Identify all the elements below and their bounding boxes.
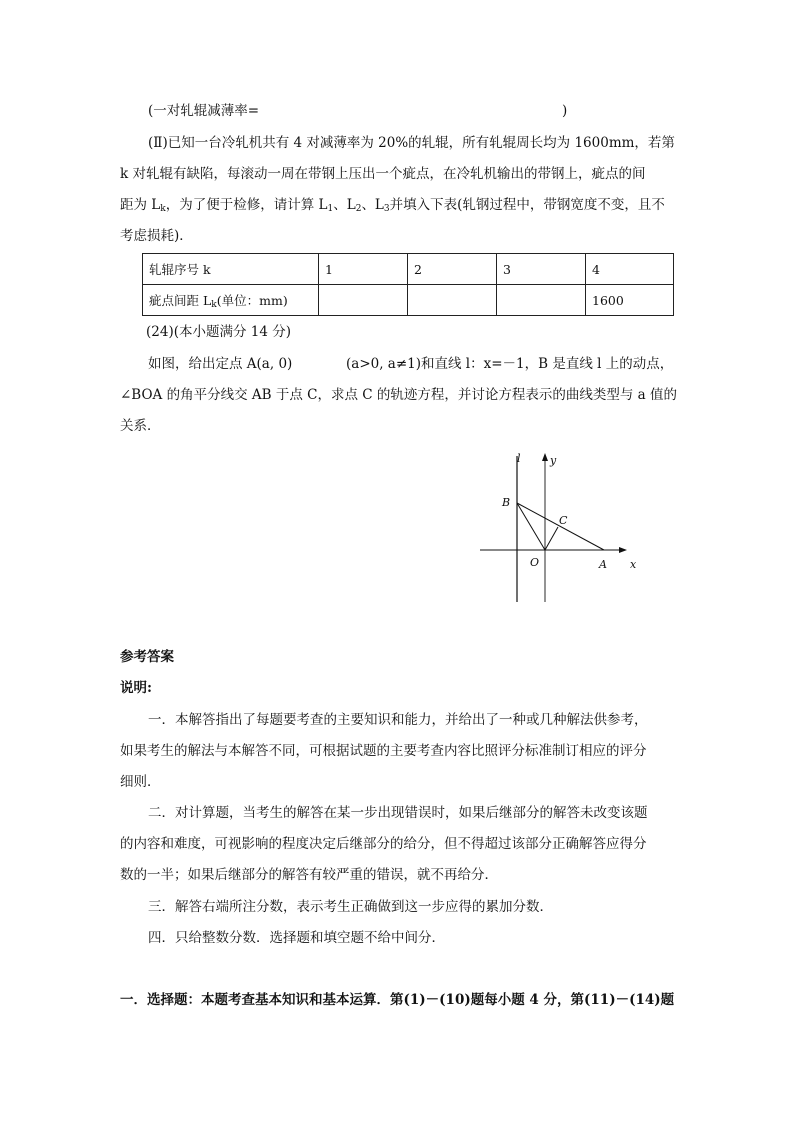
answers-title: 参考答案 xyxy=(120,649,174,665)
part2-line-4: 考虑损耗)． xyxy=(120,228,193,244)
text: 疵点间距 L xyxy=(149,292,212,308)
table-cell: 2 xyxy=(408,254,497,285)
table-cell: 4 xyxy=(586,254,674,285)
note2-line-3: 数的一半；如果后继部分的解答有较严重的错误，就不再给分． xyxy=(120,867,498,883)
label-b: B xyxy=(502,496,511,509)
table-row xyxy=(143,285,674,316)
label-y: y xyxy=(550,454,557,467)
table-cell xyxy=(497,285,586,316)
subscript: k xyxy=(160,204,166,214)
table-cell xyxy=(319,285,408,316)
text: 距为 L xyxy=(120,197,161,213)
subscript: 3 xyxy=(383,204,390,214)
label-a: A xyxy=(599,558,607,571)
table-cell xyxy=(408,285,497,316)
label-c: C xyxy=(559,514,568,527)
text: ，为了便于检修，请计算 L xyxy=(165,197,328,213)
note3: 三．解答右端所注分数，表示考生正确做到这一步应得的累加分数． xyxy=(148,899,553,915)
problem24-header: (24)(本小题满分 14 分) xyxy=(146,324,292,340)
text: 并填入下表(轧钢过程中，带钢宽度不变，且不 xyxy=(389,197,665,213)
problem24-line-2: ∠BOA 的角平分线交 AB 于点 C，求点 C 的轨迹方程，并讨论方程表示的曲线类型与 a 值的 xyxy=(120,387,678,403)
subscript: 2 xyxy=(355,204,362,214)
part2-line-1: (Ⅱ)已知一台冷轧机共有 4 对减薄率为 20%的轧辊，所有轧辊周长均为 1600mm，若第 xyxy=(148,135,675,151)
notes-label: 说明: xyxy=(120,680,152,696)
note1-line-2: 如果考生的解法与本解答不同，可根据试题的主要考查内容比照评分标准制订相应的评分 xyxy=(120,743,647,759)
subscript: k xyxy=(211,299,217,310)
table-cell: 1600 xyxy=(586,285,674,316)
label-x: x xyxy=(630,558,637,571)
note1-line-1: 一．本解答指出了每题要考查的主要知识和能力，并给出了一种或几种解法供参考， xyxy=(148,712,648,728)
label-o: O xyxy=(530,556,540,569)
note1-line-3: 细则． xyxy=(120,774,161,790)
label-l: l xyxy=(517,452,521,465)
y-axis-arrow-icon xyxy=(542,453,548,461)
text: 、L xyxy=(361,197,384,213)
reduction-rate-formula xyxy=(148,101,259,121)
text: (单位：mm) xyxy=(216,292,288,308)
segment-oc xyxy=(545,527,558,550)
part2-line-3 xyxy=(120,195,665,219)
subscript: 1 xyxy=(327,204,334,214)
roller-table xyxy=(142,253,674,316)
section1-heading: 一．选择题：本题考查基本知识和基本运算．第(1)－(10)题每小题 4 分，第(11)－(14)题 xyxy=(120,992,675,1008)
table-header-cell: 轧辊序号 k xyxy=(143,254,319,285)
geometry-figure xyxy=(470,448,650,608)
problem24-line-3: 关系． xyxy=(120,418,161,434)
formula-close-paren: ) xyxy=(562,103,568,119)
problem24-line-1a: 如图，给出定点 A(a, 0) xyxy=(148,356,293,372)
x-axis-arrow-icon xyxy=(619,547,627,553)
note2-line-2: 的内容和难度，可视影响的程度决定后继部分的给分，但不得超过该部分正确解答应得分 xyxy=(120,836,647,852)
note4: 四．只给整数分数．选择题和填空题不给中间分． xyxy=(148,930,445,946)
problem24-line-1b: (a>0, a≠1)和直线 l：x=－1，B 是直线 l 上的动点， xyxy=(346,356,674,372)
part2-line-2: k 对轧辊有缺陷，每滚动一周在带钢上压出一个疵点，在冷轧机输出的带钢上，疵点的间 xyxy=(120,166,646,182)
formula-label: (一对轧辊减薄率= xyxy=(148,103,260,119)
table-row xyxy=(143,254,674,285)
table-header-cell xyxy=(143,285,319,316)
note2-line-1: 二．对计算题，当考生的解答在某一步出现错误时，如果后继部分的解答未改变该题 xyxy=(148,805,648,821)
table-cell: 3 xyxy=(497,254,586,285)
table-cell: 1 xyxy=(319,254,408,285)
text: 、L xyxy=(333,197,356,213)
